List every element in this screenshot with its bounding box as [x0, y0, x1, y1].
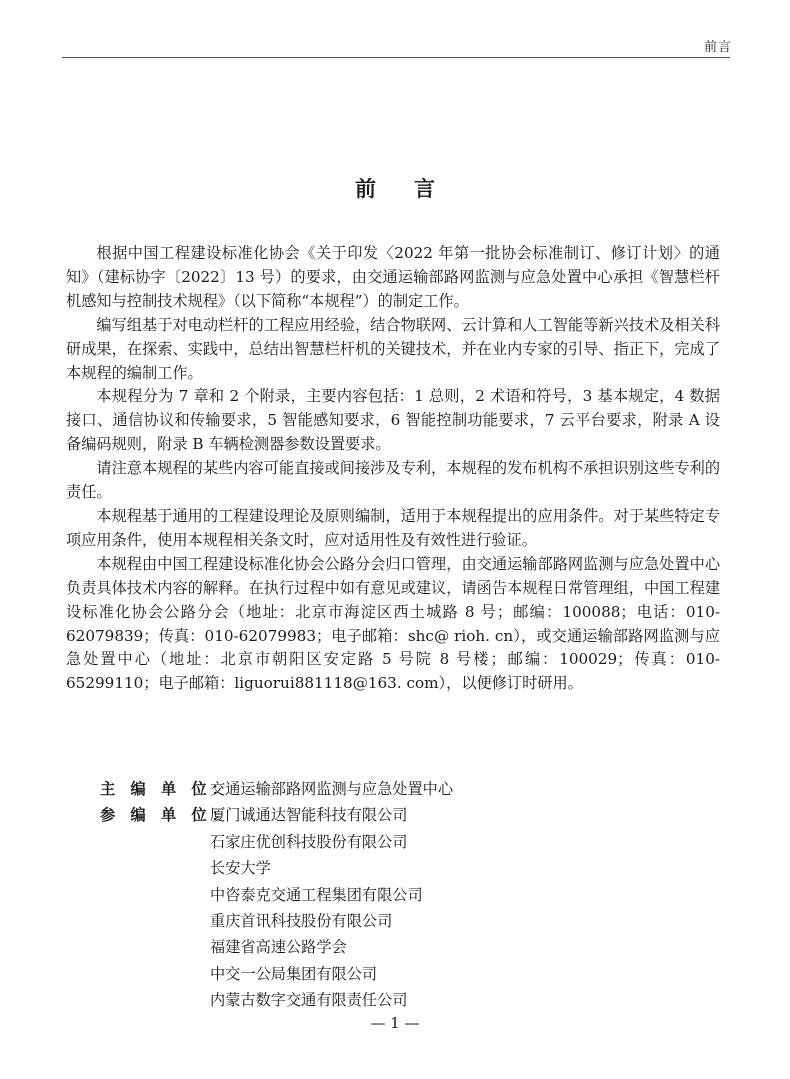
- chief-editor-label: 主 编 单 位：: [100, 780, 232, 798]
- participant-list: [210, 802, 423, 1013]
- participant-unit: 内蒙古数字交通有限责任公司: [210, 991, 408, 1010]
- page-number: — 1 —: [370, 1014, 420, 1032]
- running-header: 前言: [703, 40, 732, 55]
- header-rule: [62, 57, 730, 58]
- paragraph-5: 本规程基于通用的工程建设理论及原则编制，适用于本规程提出的应用条件。对于某些特定专项应用条件，使用本规程相关条文时，应对适用性及有效性进行验证。: [66, 506, 720, 549]
- participant-unit: 重庆首讯科技股份有限公司: [210, 912, 393, 931]
- participants-label: 参 编 单 位：: [100, 806, 232, 825]
- participant-unit: 长安大学: [210, 859, 271, 878]
- paragraph-4: 请注意本规程的某些内容可能直接或间接涉及专利，本规程的发布机构不承担识别这些专利的责任。: [66, 459, 720, 502]
- participant-unit: 中咨泰克交通工程集团有限公司: [210, 885, 423, 904]
- paragraph-1: 根据中国工程建设标准化协会《关于印发〈2022 年第一批协会标准制订、修订计划〉的通知》（建标协字〔2022〕13 号）的要求，由交通运输部路网监测与应急处置中心承担《智慧栏杆机感知与控制技术规程》（以下简称“本规程”）的制定工作。: [66, 244, 720, 310]
- participant-unit: 厦门诚通达智能科技有限公司: [210, 806, 408, 825]
- paragraph-2: 编写组基于对电动栏杆的工程应用经验，结合物联网、云计算和人工智能等新兴技术及相关科研成果，在探索、实践中，总结出智慧栏杆机的关键技术，并在业内专家的引导、指正下，完成了本规程的编制工作。: [66, 315, 720, 382]
- page-title: 前言: [355, 176, 473, 201]
- preface-body: [66, 242, 720, 696]
- participant-unit: 福建省高速公路学会: [210, 938, 347, 957]
- participants-row: [100, 802, 700, 1013]
- participant-unit: 中交一公局集团有限公司: [210, 964, 378, 983]
- chief-editor-row: [100, 776, 700, 802]
- paragraph-3: 本规程分为 7 章和 2 个附录，主要内容包括：1 总则，2 术语和符号，3 基本规定，4 数据接口、通信协议和传输要求，5 智能感知要求，6 智能控制功能要求，7 云平台要求，附录 A 设备编码规则，附录 B 车辆检测器参数设置要求。: [66, 387, 720, 454]
- paragraph-6: 本规程由中国工程建设标准化协会公路分会归口管理，由交通运输部路网监测与应急处置中心负责具体技术内容的解释。在执行过程中如有意见或建议，请函告本规程日常管理组，中国工程建设标准化协会公路分会（地址：北京市海淀区西土城路 8 号；邮编：100088；电话：010-62079839；传真：010-62079983；电子邮箱：shc@ rioh. cn），或交通运输部路网监测与应急处置中心（地址：北京市朝阳区安定路 5 号院 8 号楼；邮编：100029；传真：010-65299110；电子邮箱：liguorui881118@163. com），以便修订时研用。: [66, 554, 720, 693]
- drafting-units: [100, 776, 700, 1014]
- chief-editor-unit: 交通运输部路网监测与应急处置中心: [210, 780, 453, 798]
- participant-unit: 石家庄优创科技股份有限公司: [210, 832, 408, 851]
